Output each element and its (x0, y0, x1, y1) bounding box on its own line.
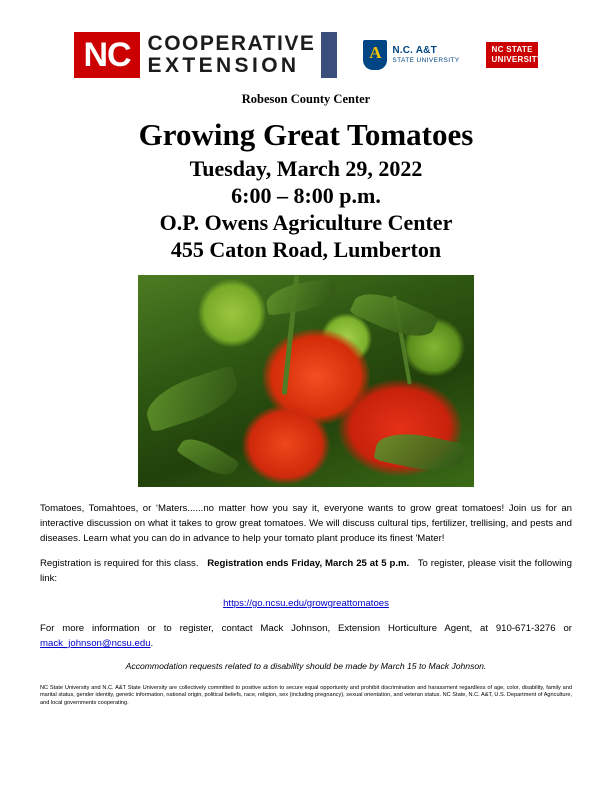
logo-header (40, 32, 572, 78)
wordmark-line-extension: EXTENSION (147, 54, 300, 77)
ncat-wordmark (392, 45, 459, 65)
event-time: 6:00 – 8:00 p.m. (231, 183, 381, 208)
wordmark-line-cooperative: COOPERATIVE (147, 32, 316, 55)
legal-disclaimer: NC State University and N.C. A&T State University are collectively committed to positive action to secure equal opportunity and prohibit discrimination and harassment regardless of age, color, disability, family and marital status, gender identity, genetic information, national origin, political beliefs, race, religion, sex (including pregnancy), sexual orientation, and veteran status. NC State, N.C. A&T, U.S. Department of Agriculture, and local governments cooperating. (40, 685, 572, 706)
contact-text: For more information or to register, contact Mack Johnson, Extension Horticulture Agent, at 910-671-3276 or (40, 623, 572, 634)
page-title: Growing Great Tomatoes (138, 117, 474, 152)
nc-state-university-logo (486, 42, 543, 68)
logo-blue-bar (321, 32, 337, 78)
description-paragraph: Tomatoes, Tomahtoes, or ‘Maters......no matter how you say it, everyone wants to grow great tomatoes! Join us for an interactive discussion on what it takes to grow great tomatoes. We will discuss cultural tips, fertilizer, trellising, and pests and diseases. Learn what you can do in advance to help your tomato plant produce its finest 'Mater! (40, 503, 572, 544)
accommodation-note: Accommodation requests related to a disability should be made by March 15 to Mack Johnson. (125, 661, 487, 671)
nc-cooperative-extension-logo (74, 32, 337, 78)
flyer-body (40, 501, 572, 651)
event-venue: O.P. Owens Agriculture Center (159, 210, 453, 235)
registration-intro: Registration is required for this class. (40, 558, 199, 569)
nc-monogram: NC (74, 32, 139, 78)
tomato-photo (138, 275, 474, 487)
ncsu-subtitle: UNIVERSITY (491, 55, 543, 64)
county-center-label: Robeson County Center (241, 92, 371, 106)
ncsu-name: NC STATE (491, 45, 533, 54)
registration-outro: To register, please visit the following link: (40, 558, 572, 584)
registration-link-row (40, 596, 572, 611)
event-date: Tuesday, March 29, 2022 (189, 156, 423, 181)
contact-paragraph (40, 621, 572, 651)
contact-email-link[interactable]: mack_johnson@ncsu.edu (40, 638, 151, 649)
registration-deadline: Registration ends Friday, March 25 at 5 p.m. (207, 558, 410, 569)
registration-paragraph (40, 556, 572, 586)
contact-period: . (150, 638, 154, 649)
ncat-name: N.C. A&T (392, 45, 437, 56)
nc-at-state-university-logo (363, 40, 459, 70)
registration-link[interactable]: https://go.ncsu.edu/growgreattomatoes (223, 598, 389, 609)
event-address: 455 Caton Road, Lumberton (170, 237, 442, 262)
extension-wordmark (140, 32, 316, 78)
ncat-subtitle: STATE UNIVERSITY (392, 57, 460, 64)
aggie-shield-icon (363, 40, 387, 70)
